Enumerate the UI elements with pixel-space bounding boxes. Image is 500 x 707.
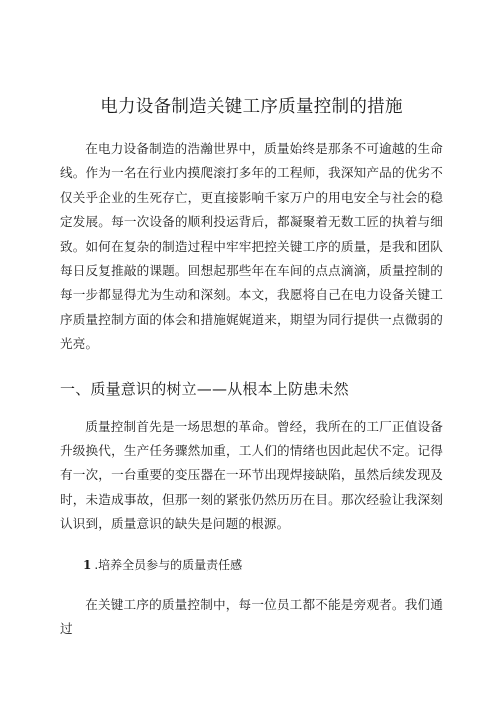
subsection-heading bbox=[83, 556, 443, 574]
section-heading: 一、质量意识的树立——从根本上防患未然 bbox=[60, 379, 349, 398]
subsection-number: 1 bbox=[83, 557, 92, 572]
section-paragraph: 质量控制首先是一场思想的革命。曾经，我所在的工厂正值设备升级换代，生产任务骤然加重，工人们的情绪也因此起伏不定。记得有一次，一台重要的变压器在一环节出现焊接缺陷，虽然后续发现及时，未造成事故，但那一刻的紧张仍然历历在目。那次经验让我深刻认识到，质量意识的缺失是问题的根源。 bbox=[60, 418, 443, 532]
subsection-paragraph: 在关键工序的质量控制中，每一位员工都不能是旁观者。我们通过 bbox=[60, 596, 443, 637]
document-title: 电力设备制造关键工序质量控制的措施 bbox=[100, 97, 403, 117]
intro-paragraph: 在电力设备制造的浩瀚世界中，质量始终是那条不可逾越的生命线。作为一名在行业内摸爬滚打多年的工程师，我深知产品的优劣不仅关乎企业的生死存亡，更直接影响千家万户的用电安全与社会的稳定发展。每一次设备的顺利投运背后，都凝聚着无数工匠的执着与细致。如何在复杂的制造过程中牢牢把控关键工序的质量，是我和团队每日反复推敲的课题。回想起那些年在车间的点点滴滴，质量控制的每一步都显得尤为生动和深刻。本文，我愿将自己在电力设备关键工序质量控制方面的体会和措施娓娓道来，期望为同行提供一点微弱的光亮。 bbox=[60, 141, 443, 352]
subsection-heading-text: .培养全员参与的质量责任感 bbox=[94, 557, 243, 572]
